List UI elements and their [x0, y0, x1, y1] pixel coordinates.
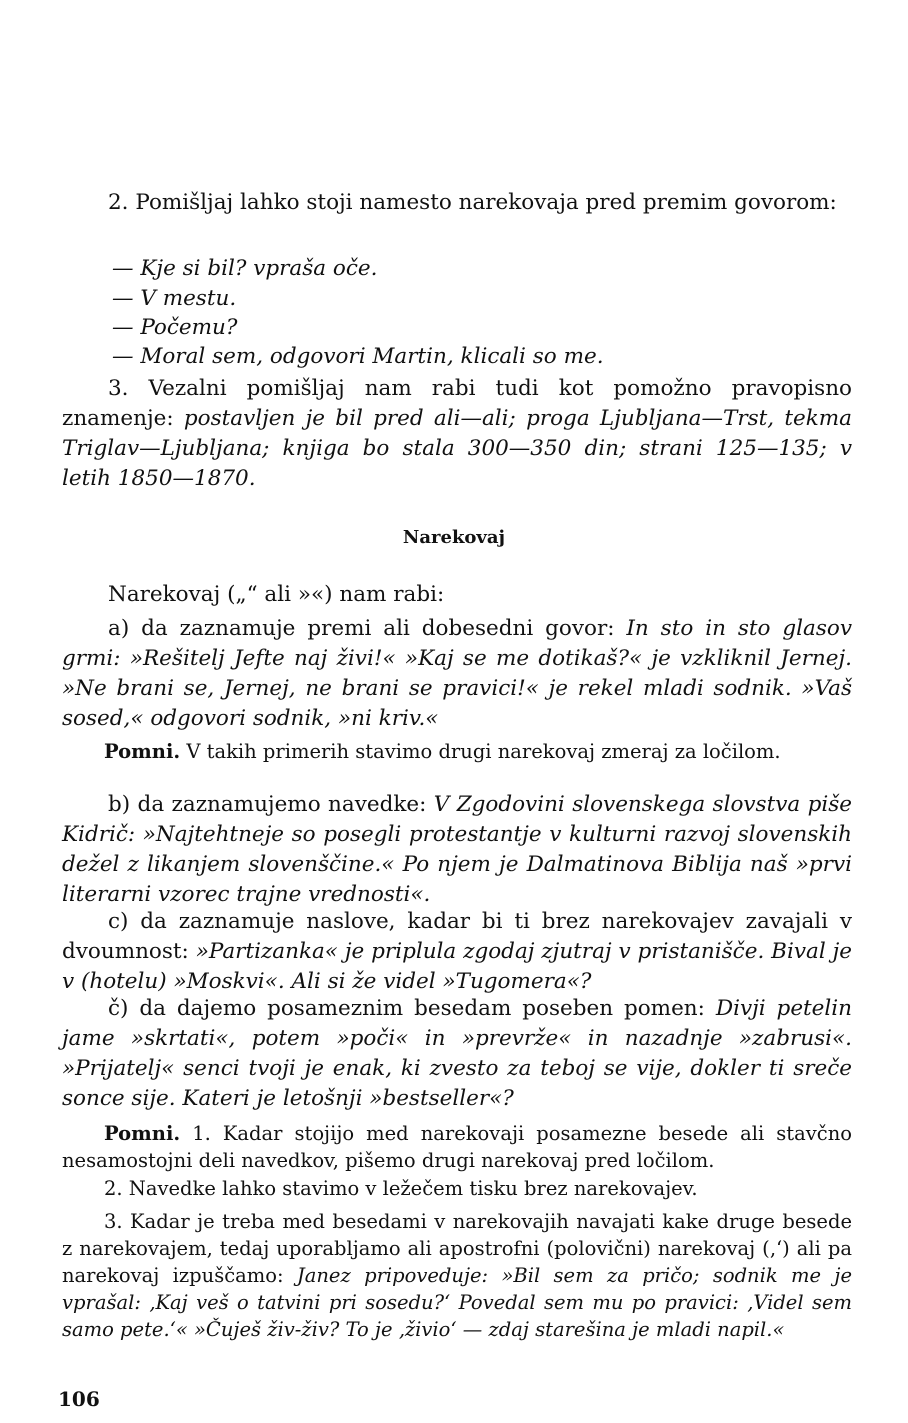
item-b: [62, 790, 852, 910]
note-2-label: Pomni.: [104, 1122, 181, 1145]
item-a-example: In sto in sto glasov grmi: »Rešitelj Jefte naj živi!« »Kaj se me dotikaš?« je vzkliknil Jernej. »Ne brani se, Jernej, ne brani se pravici!« je rekel mladi sodnik. »Vaš sosed,« odgovori sodnik, »ni kriv.«: [62, 616, 852, 731]
item-a: [62, 614, 852, 734]
item-a-lead: a) da zaznamuje premi ali dobesedni govor:: [108, 616, 615, 641]
item-b-lead: b) da zaznamujemo navedke:: [108, 792, 427, 817]
dialogue-line-1: — Kje si bil? vpraša oče.: [112, 256, 378, 281]
page-number: 106: [58, 1387, 100, 1411]
dialogue-line-2: — V mestu.: [112, 286, 237, 311]
note-2-point-3: [62, 1208, 852, 1343]
item-cc-example: Divji petelin jame »skrtati«, potem »poči« in »prevrže« in nazadnje »zabrusi«. »Prijatelj« senci tvoji je enak, ki zvesto za teboj se vije, dokler ti sreče sonce sije. Kateri je letošnji »bestseller«?: [62, 996, 853, 1111]
section-3-lead: 3. Vezalni pomišljaj nam rabi tudi kot pomožno pravopisno znamenje:: [62, 376, 852, 431]
item-b-example: V Zgodovini slovenskega slovstva piše Kidrič: »Najtehtneje so posegli protestantje v kulturni razvoj slovenskih dežel z likanjem slovenščine.« Po njem je Dalmatinova Biblija naš »prvi literarni vzorec trajne vrednosti«.: [62, 792, 852, 907]
item-cc: [62, 994, 852, 1114]
note-2-point-3-lead: 3. Kadar je treba med besedami v narekovajih navajati kake druge besede z narekovajem, tedaj uporabljamo ali apostrofni (polovični) narekovaj (‚‘) ali pa narekovaj izpuščamo:: [62, 1210, 852, 1287]
item-c-example: »Partizanka« je priplula zgodaj zjutraj v pristanišče. Bival je v (hotelu) »Moskvi«. Ali si že videl »Tugomera«?: [62, 939, 852, 994]
note-2-point-2: 2. Navedke lahko stavimo v ležečem tisku brez narekovajev.: [104, 1177, 698, 1200]
note-1-text: V takih primerih stavimo drugi narekovaj zmeraj za ločilom.: [186, 740, 781, 763]
dialogue-line-3: — Počemu?: [112, 315, 238, 340]
item-cc-lead: č) da dajemo posameznim besedam poseben pomen:: [108, 996, 705, 1021]
section-3-examples: postavljen je bil pred ali—ali; proga Ljubljana—Trst, tekma Triglav—Ljubljana; knjiga bo stala 300—350 din; strani 125—135; v letih 1850—1870.: [62, 406, 853, 491]
note-1: [62, 738, 852, 765]
section-2-intro: 2. Pomišljaj lahko stoji namesto narekovaja pred premim govorom:: [108, 190, 837, 215]
note-1-label: Pomni.: [104, 740, 181, 763]
item-c-lead: c) da zaznamuje naslove, kadar bi ti brez narekovajev zavajali v dvoumnost:: [62, 909, 852, 964]
note-2-point-1: [62, 1120, 852, 1174]
section-3-paragraph: [62, 374, 852, 494]
note-2-point-3-example: Janez pripoveduje: »Bil sem za pričo; sodnik me je vprašal: ‚Kaj veš o tatvini pri sosedu?‘ Povedal sem mu po pravici: ‚Videl sem samo pete.‘« »Čuješ živ-živ? To je ‚živio‘ — zdaj starešina je mladi napil.«: [62, 1264, 852, 1341]
dialogue-line-4: — Moral sem, odgovori Martin, klicali so me.: [112, 344, 604, 369]
section-heading: Narekovaj: [402, 527, 506, 548]
item-c: [62, 907, 852, 997]
note-2-point-1-text: 1. Kadar stojijo med narekovaji posamezne besede ali stavčno nesamostojni deli navedkov, pišemo drugi narekovaj pred ločilom.: [62, 1122, 852, 1172]
narekovaj-intro: Narekovaj („“ ali »«) nam rabi:: [108, 582, 445, 607]
